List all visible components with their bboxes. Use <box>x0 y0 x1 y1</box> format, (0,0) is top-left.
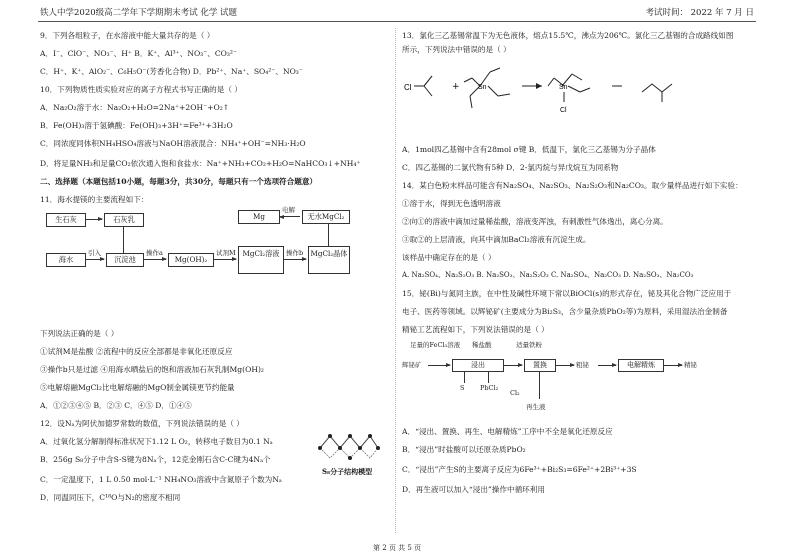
flow-arrow <box>144 259 166 260</box>
q10-option-a: A．Na₂O₂溶于水：Na₂O₂+H₂O=2Na⁺+2OH⁻+O₂↑ <box>40 103 230 112</box>
q11-statements-34: ③操作b只是过滤 ④用海水晒盐后的饱和溶液加石灰乳制Mg(OH)₂ <box>40 365 264 374</box>
q15-stem-3: 精铋工艺流程如下，下列说法错误的是（ ） <box>402 325 549 334</box>
flow-box-seawater: 海水 <box>46 253 86 267</box>
flow-label-introduce: 引入 <box>88 249 101 257</box>
flow-arrow <box>556 365 574 366</box>
flow-box-mg: Mg <box>238 210 280 224</box>
q15-flowchart <box>402 338 752 420</box>
q15-option-d: D．再生液可以加入“浸出”操作中循环利用 <box>402 485 545 494</box>
q14-options: A. Na₂SO₄、Na₂S₂O₃ B. Na₂SO₃、Na₂S₂O₃ C. Na₂SO₄、Na₂CO₃ D. Na₂SO₃、Na₂CO₃ <box>402 271 694 279</box>
q15-stem-2: 电子、医药等领域。以辉铋矿(主要成分为Bi₂S₃，含少量杂质PbO₂等)为原料，采用湿法冶金制备 <box>402 307 728 316</box>
q11-statements-12: ①试剂M是盐酸 ②流程中的反应全部都是非氧化还原反应 <box>40 347 233 356</box>
flow-arrow <box>428 365 450 366</box>
flow15-label-cl2: Cl₂ <box>510 389 520 397</box>
flow15-label-s: S <box>460 384 465 392</box>
flow-connector <box>464 371 465 383</box>
q15-stem-1: 15．铋(Bi)与氮同主族，在中性及碱性环境下常以BiOCl(s)的形式存在，铋及其化合物广泛应用于 <box>402 289 732 298</box>
q11-options: A．①②③④⑤ B．②③ C．④⑤ D．①④⑤ <box>40 401 192 410</box>
q13-synthesis-route <box>402 58 752 128</box>
flow-label-reagent-m: 试剂M <box>216 249 236 257</box>
flow-box-mgcl2-solution: MgCl₂溶液 <box>238 246 284 274</box>
q12-option-a: A．过氧化氢分解制得标准状况下1.12 L O₂，转移电子数目为0.1 Nₐ <box>40 437 273 446</box>
exam-header-title: 铁人中学2020级高二学年下学期期末考试 化学 试题 <box>40 8 238 18</box>
q13-options-cd: C．四乙基锡的二氯代物有5种 D．2-氯丙烷与异戊烷互为同系物 <box>402 163 619 172</box>
flow-arrow <box>284 259 306 260</box>
flow-arrow <box>504 365 522 366</box>
q10-stem: 10．下列物质性质实验对应的离子方程式书写正确的是（ ） <box>40 85 242 94</box>
flow-label-electrolysis: 电解 <box>282 206 295 214</box>
flow-arrow <box>280 216 300 217</box>
flow-box-anhydrous: 无水MgCl₂ <box>302 210 350 224</box>
flow-connector <box>539 371 540 399</box>
flow-box-mgcl2-crystal: MgCl₂晶体 <box>308 246 350 274</box>
flow15-label-pbcl2: PbCl₂ <box>480 384 499 392</box>
flow15-label-ore: 辉铋矿 <box>402 361 422 369</box>
chem-cl-label: Cl <box>404 83 412 92</box>
section-two-title: 二、选择题（本题包括10小题，每题3分，共30分，每题只有一个选项符合题意） <box>40 177 318 186</box>
q14-stem: 14．某白色粉末样品可能含有Na₂SO₄、Na₂SO₃、Na₂S₂O₃和Na₂CO₃。取少量样品进行如下实验： <box>402 181 743 190</box>
flow15-label-regen: 再生液 <box>526 403 546 411</box>
q13-stem-2: 所示，下列说法中错误的是（ ） <box>402 45 511 54</box>
q11-statement-5: ⑤电解熔融MgCl₂比电解熔融的MgO制金属镁更节约能量 <box>40 383 235 392</box>
flow15-label-iron: 适量铁粉 <box>516 341 542 349</box>
flow-box-quicklime: 生石灰 <box>46 213 86 227</box>
exam-time: 考试时间： 2022 年 7 月 日 <box>645 8 754 18</box>
flow-box-mgoh2: Mg(OH)₂ <box>168 253 214 267</box>
q10-option-b: B．Fe(OH)₃溶于氢碘酸：Fe(OH)₃+3H⁺=Fe³⁺+3H₂O <box>40 121 233 130</box>
s8-molecule-model <box>316 432 382 466</box>
q10-option-c: C．同浓度同体积NH₄HSO₄溶液与NaOH溶液混合：NH₄⁺+OH⁻=NH₃·H₂O <box>40 139 306 148</box>
header-rule <box>38 21 756 22</box>
flow-connector <box>123 227 124 253</box>
q15-option-b: B．“浸出”时盐酸可以还原杂质PbO₂ <box>402 445 526 454</box>
q14-step-2: ②向①的溶液中滴加过量稀盐酸，溶液变浑浊，有刺激性气体逸出，离心分离。 <box>402 217 668 226</box>
flow-box-sedimentation: 沉淀池 <box>106 253 144 267</box>
flow15-label-pure: 精铋 <box>684 361 697 369</box>
q12-option-d: D．同温同压下，C¹⁸O与N₂的密度不相同 <box>40 493 181 502</box>
flow-arrow <box>598 365 616 366</box>
flow-connector <box>488 371 489 383</box>
q9-options-cd: C．H⁺、K⁺、AlO₂⁻、C₆H₅O⁻(芳香化合物) D．Pb²⁺、Na⁺、SO₄²⁻、NO₃⁻ <box>40 67 303 76</box>
s8-model-label: S₈分子结构模型 <box>322 467 373 476</box>
flow-label-op-b: 操作b <box>286 249 304 257</box>
flow15-label-fecl3: 足量的FeCl₃溶液 <box>410 341 461 349</box>
svg-text:+: + <box>452 82 460 92</box>
q14-step-1: ①溶于水，得到无色透明溶液 <box>402 199 501 208</box>
chem-sn-label-2: Sn <box>559 84 568 91</box>
q12-option-b: B．256g S₈分子中含S-S键为8Nₐ个，12克金刚石含C-C键为4Nₐ个 <box>40 455 271 464</box>
q11-flowchart <box>40 206 360 310</box>
flow-arrow <box>86 259 104 260</box>
flow-arrow <box>86 219 102 220</box>
q10-option-d: D．将足量NH₃和足量CO₂依次通入饱和食盐水：Na⁺+NH₃+CO₂+H₂O=NaHCO₃↓+NH₄⁺ <box>40 159 361 168</box>
q11-prompt: 下列说法正确的是（ ） <box>40 329 119 338</box>
flow-arrow <box>214 259 236 260</box>
q14-prompt: 该样品中确定存在的是（ ） <box>402 253 496 262</box>
flow15-box-displace: 置换 <box>524 359 556 372</box>
page-footer: 第 2 页 共 5 页 <box>372 544 422 552</box>
q9-stem: 9．下列各组粒子，在水溶液中能大量共存的是（ ） <box>40 31 215 40</box>
flow15-box-leach: 浸出 <box>452 359 504 372</box>
chem-sn-label: Sn <box>478 84 487 91</box>
flow-box-limemilk: 石灰乳 <box>104 213 144 227</box>
flow15-label-crude: 粗铋 <box>576 361 589 369</box>
q15-option-c: C．“浸出”产生S的主要离子反应为6Fe³⁺+Bi₂S₃=6Fe²⁺+2Bi³⁺+3S <box>402 465 637 474</box>
q14-step-3: ③取②的上层清液，向其中滴加BaCl₂溶液有沉淀生成。 <box>402 235 591 244</box>
chem-cl-label-2: Cl <box>560 107 567 114</box>
q12-stem: 12．设Nₐ为阿伏加德罗常数的数值，下列说法错误的是（ ） <box>40 419 244 428</box>
q15-option-a: A．“浸出、置换、再生、电解精炼”工序中不全是氧化还原反应 <box>402 427 613 436</box>
q12-option-c: C．一定温度下，1 L 0.50 mol·L⁻¹ NH₄NO₃溶液中含氮原子个数为Nₐ <box>40 475 282 484</box>
flow15-label-hcl: 稀盐酸 <box>472 341 492 349</box>
q13-options-ab: A．1mol四乙基锡中含有28mol σ键 B．低温下，氯化三乙基锡为分子晶体 <box>402 145 656 154</box>
q13-stem-1: 13．氯化三乙基锡常温下为无色液体，熔点15.5℃，沸点为206℃。氯化三乙基锡的合成路线如图 <box>402 31 734 40</box>
flow15-box-refine: 电解精炼 <box>618 359 664 372</box>
q9-options-ab: A．I⁻、ClO⁻、NO₃⁻、H⁺ B．K⁺、Al³⁺、NO₃⁻、CO₃²⁻ <box>40 49 237 58</box>
column-divider <box>395 28 396 533</box>
flow-connector <box>328 224 329 246</box>
q11-stem: 11．海水提镁的主要流程如下： <box>40 195 149 204</box>
flow-arrow <box>664 365 682 366</box>
flow-label-op-a: 操作a <box>146 249 163 257</box>
